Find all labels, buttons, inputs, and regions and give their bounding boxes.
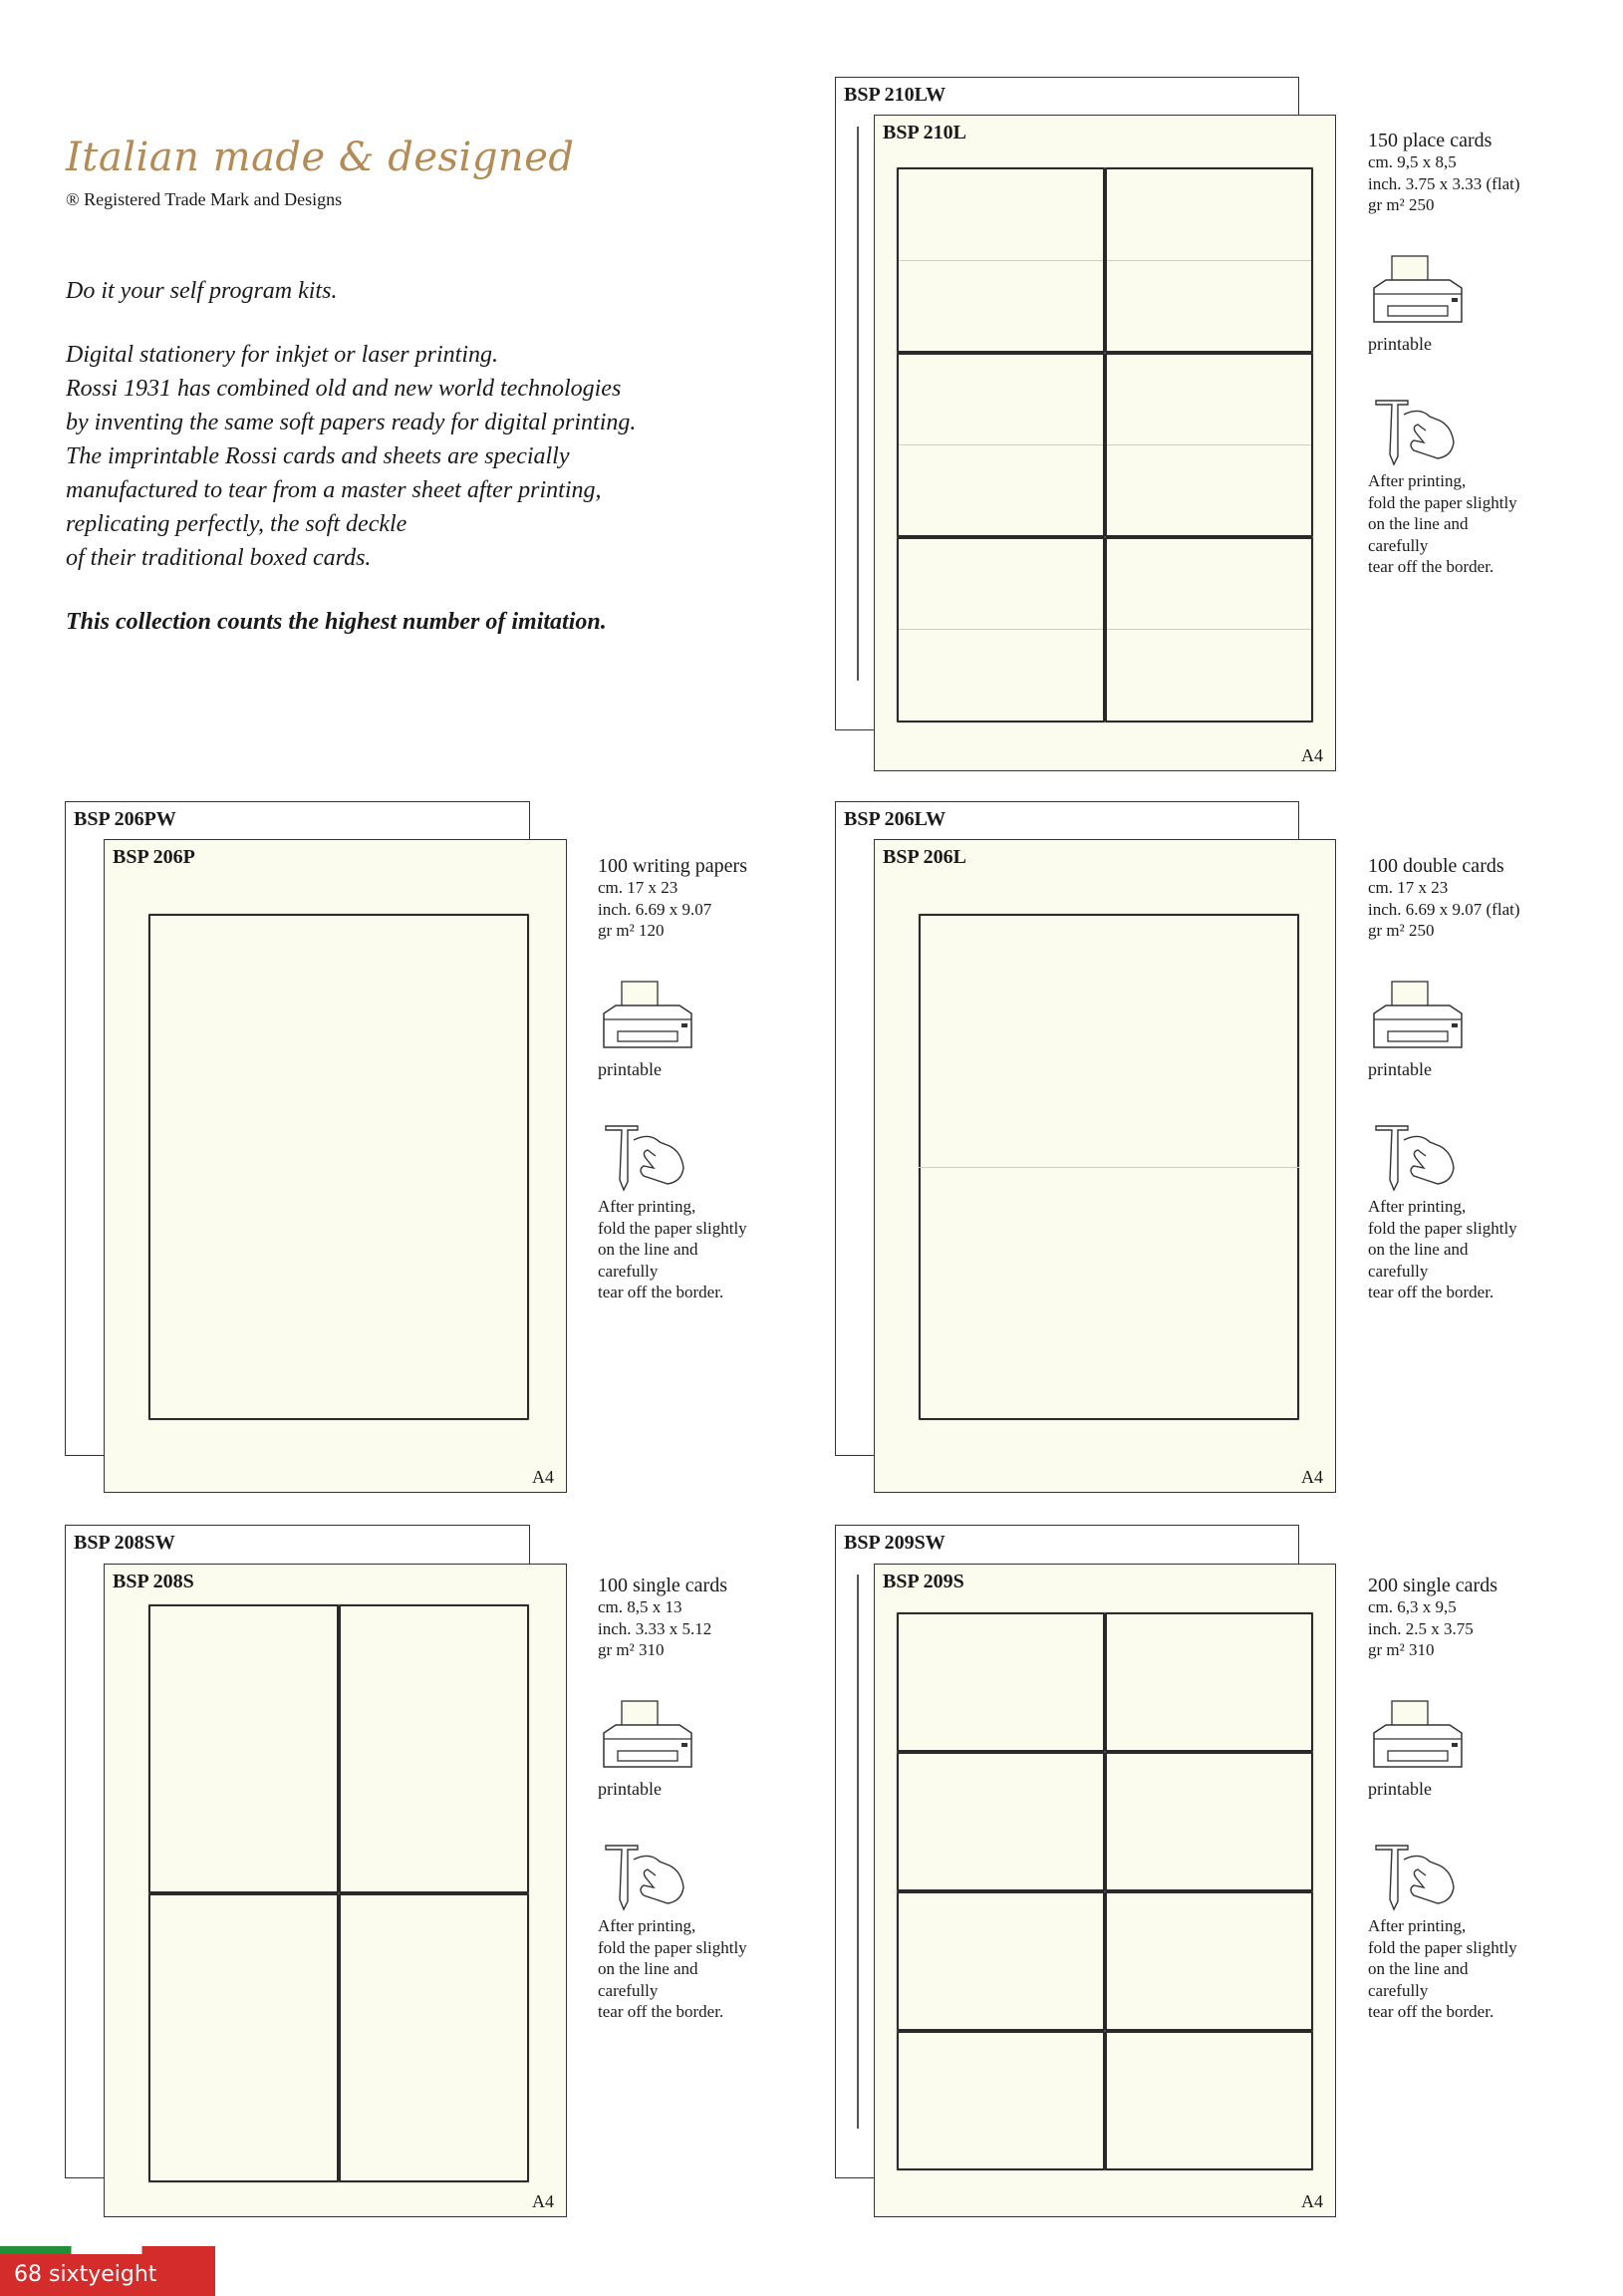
product-size-inch: inch. 3.75 x 3.33 (flat) — [1368, 173, 1520, 193]
intro-text — [66, 274, 783, 669]
sheet-front-code: BSP 209S — [883, 1571, 964, 1592]
card-cell — [897, 537, 1105, 722]
paper-size-label: A4 — [1301, 2191, 1323, 2211]
paper-size-label: A4 — [1301, 745, 1323, 765]
card-cell — [148, 1604, 339, 1893]
instruction-line: fold the paper slightly — [598, 1937, 747, 1957]
sheet-front-code: BSP 206P — [113, 846, 195, 868]
product-info — [1368, 130, 1567, 578]
product-weight: gr m² 310 — [598, 1640, 665, 1659]
printable-label: printable — [598, 1058, 662, 1079]
product-quantity: 150 place cards — [1368, 130, 1492, 151]
sheet-back-code: BSP 210LW — [844, 84, 947, 106]
tear-hand-icon — [1368, 1122, 1468, 1194]
sheet-front-code: BSP 208S — [113, 1571, 194, 1592]
product-info — [1368, 1575, 1567, 2023]
instruction-line: After printing, — [598, 1197, 696, 1216]
fold-line — [919, 1167, 1299, 1168]
instruction-line: fold the paper slightly — [1368, 492, 1517, 512]
printer-icon — [1368, 1699, 1468, 1777]
printable-label: printable — [598, 1778, 662, 1799]
product-quantity: 100 single cards — [598, 1575, 727, 1596]
card-cell — [897, 2031, 1105, 2170]
product-info — [598, 1575, 797, 2023]
tear-hand-icon — [598, 1122, 697, 1194]
instruction-line: on the line and — [1368, 514, 1469, 533]
sheet-front — [104, 1564, 567, 2217]
instruction-line: on the line and — [598, 1959, 698, 1978]
tear-hand-icon — [598, 1842, 697, 1913]
instruction-line: tear off the border. — [1368, 2002, 1494, 2021]
instruction-line: carefully — [598, 1261, 659, 1281]
card-cell — [897, 1891, 1105, 2031]
product-size-inch: inch. 6.69 x 9.07 — [598, 899, 712, 919]
sheet-back-code: BSP 209SW — [844, 1532, 946, 1554]
writing-paper-sheet — [148, 914, 529, 1420]
printer-icon — [598, 980, 697, 1057]
printable-label: printable — [1368, 1778, 1432, 1799]
paper-size-label: A4 — [532, 1467, 554, 1487]
product-quantity: 100 double cards — [1368, 855, 1504, 877]
instruction-line: on the line and — [1368, 1240, 1469, 1259]
product-quantity: 200 single cards — [1368, 1575, 1497, 1596]
sheet-back-code: BSP 206LW — [844, 808, 947, 830]
instruction-line: carefully — [598, 1980, 659, 2000]
sheet-front-code: BSP 210L — [883, 122, 966, 144]
card-cell — [1105, 1752, 1313, 1891]
paper-size-label: A4 — [532, 2191, 554, 2211]
intro-heading: Do it your self program kits. — [66, 278, 338, 304]
intro-line: The imprintable Rossi cards and sheets are specially — [66, 443, 570, 469]
product-size-inch: inch. 6.69 x 9.07 (flat) — [1368, 899, 1520, 919]
card-cell — [1105, 167, 1313, 353]
intro-line: Rossi 1931 has combined old and new world technologies — [66, 376, 622, 402]
product-info — [1368, 855, 1567, 1303]
intro-line: of their traditional boxed cards. — [66, 545, 372, 571]
product-weight: gr m² 310 — [1368, 1640, 1435, 1659]
product-size-cm: cm. 6,3 x 9,5 — [1368, 1597, 1457, 1616]
intro-line: replicating perfectly, the soft deckle — [66, 511, 407, 537]
instruction-line: fold the paper slightly — [1368, 1937, 1517, 1957]
instruction-line: After printing, — [1368, 1197, 1467, 1216]
instruction-line: carefully — [1368, 535, 1429, 555]
product-size-cm: cm. 17 x 23 — [1368, 878, 1449, 897]
instruction-line: After printing, — [1368, 1916, 1467, 1935]
sheet-edge — [857, 1575, 859, 2129]
intro-line: manufactured to tear from a master sheet after printing, — [66, 477, 602, 503]
card-cell — [1105, 1612, 1313, 1752]
flag-stripe — [0, 2246, 215, 2254]
instruction-line: tear off the border. — [598, 2002, 724, 2021]
printer-icon — [1368, 980, 1468, 1057]
product-weight: gr m² 120 — [598, 921, 665, 940]
brand-tagline: Italian made & designed — [66, 135, 575, 180]
product-weight: gr m² 250 — [1368, 195, 1435, 214]
instruction-line: fold the paper slightly — [1368, 1218, 1517, 1238]
instruction-line: on the line and — [1368, 1959, 1469, 1978]
card-cell — [148, 1893, 339, 2182]
instruction-line: After printing, — [598, 1916, 696, 1935]
product-quantity: 100 writing papers — [598, 855, 747, 877]
product-size-inch: inch. 3.33 x 5.12 — [598, 1618, 712, 1638]
instruction-line: tear off the border. — [1368, 1283, 1494, 1301]
card-cell — [897, 167, 1105, 353]
sheet-front — [874, 1564, 1336, 2217]
product-weight: gr m² 250 — [1368, 921, 1435, 940]
card-cell — [1105, 2031, 1313, 2170]
intro-emphasis: This collection counts the highest number of imitation. — [66, 609, 607, 635]
printer-icon — [1368, 254, 1468, 332]
page-number: 68 sixtyeight — [14, 2262, 157, 2287]
card-cell — [1105, 353, 1313, 537]
instruction-line: After printing, — [1368, 471, 1467, 490]
product-size-cm: cm. 17 x 23 — [598, 878, 678, 897]
sheet-edge — [857, 127, 859, 681]
instruction-line: tear off the border. — [598, 1283, 724, 1301]
card-cell — [897, 1612, 1105, 1752]
printable-label: printable — [1368, 1058, 1432, 1079]
intro-line: by inventing the same soft papers ready for digital printing. — [66, 410, 637, 435]
printable-label: printable — [1368, 333, 1432, 354]
instruction-line: carefully — [1368, 1261, 1429, 1281]
sheet-front — [104, 839, 567, 1493]
card-cell — [897, 1752, 1105, 1891]
card-cell — [1105, 1891, 1313, 2031]
card-cell — [897, 353, 1105, 537]
instruction-line: fold the paper slightly — [598, 1218, 747, 1238]
sheet-back-code: BSP 206PW — [74, 808, 176, 830]
tear-hand-icon — [1368, 1842, 1468, 1913]
sheet-front-code: BSP 206L — [883, 846, 966, 868]
product-size-cm: cm. 9,5 x 8,5 — [1368, 152, 1457, 171]
printer-icon — [598, 1699, 697, 1777]
card-cell — [339, 1604, 529, 1893]
card-cell — [339, 1893, 529, 2182]
intro-paragraph — [66, 338, 783, 575]
product-size-cm: cm. 8,5 x 13 — [598, 1597, 682, 1616]
tear-hand-icon — [1368, 397, 1468, 468]
instruction-line: tear off the border. — [1368, 557, 1494, 576]
product-info — [598, 855, 797, 1303]
product-size-inch: inch. 2.5 x 3.75 — [1368, 1618, 1474, 1638]
trademark-note: ® Registered Trade Mark and Designs — [66, 189, 343, 209]
sheet-front — [874, 115, 1336, 771]
instruction-line: on the line and — [598, 1240, 698, 1259]
paper-size-label: A4 — [1301, 1467, 1323, 1487]
card-cell — [1105, 537, 1313, 722]
intro-line: Digital stationery for inkjet or laser printing. — [66, 342, 498, 368]
sheet-back-code: BSP 208SW — [74, 1532, 175, 1554]
sheet-front — [874, 839, 1336, 1493]
instruction-line: carefully — [1368, 1980, 1429, 2000]
